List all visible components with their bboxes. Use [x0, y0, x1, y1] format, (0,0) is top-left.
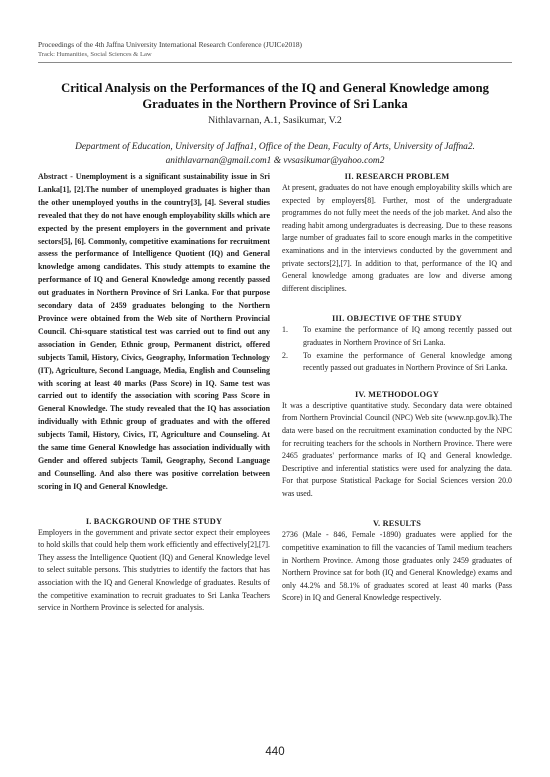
research-problem-text: At present, graduates do not have enough employability skills which are expected by employers[8]. Further, most of the undergraduate programmes do not fully meet the needs of the job market. And also the reading habit among undergraduates is decreasing. Due to these reasons large number of graduates fail to score enough marks in the competitive examinations and in the interviews conducted by the government and private sectors[2],[7]. In addition to that, performance of the IQ and General knowledge among graduates are low and diverse among different disciplines. — [282, 183, 512, 293]
right-column — [282, 171, 512, 605]
title-line-1: Critical Analysis on the Performances of the IQ and General Knowledge among — [61, 81, 489, 95]
objective-list — [282, 324, 512, 374]
section-heading-research-problem: II. RESEARCH PROBLEM — [344, 172, 450, 181]
section-heading-objective: III. OBJECTIVE OF THE STUDY — [331, 314, 463, 324]
running-header — [38, 40, 512, 63]
list-item: 1. To examine the performance of IQ among recently passed out graduates in Northern Province of Sri Lanka. — [282, 325, 512, 347]
affiliation: Department of Education, University of Jaffna1, Office of the Dean, Faculty of Arts, University of Jaffna2. — [75, 142, 475, 152]
paper-title — [40, 80, 510, 112]
background-text: Employers in the government and private sector expect their employees to hold skills that could help them work efficiently and effectively[2],[7]. They assess the Intelligence Quotient (IQ) and General Knowledge level to select suitable persons. This studytries to identify the factors that has association with the IQ and General Knowledge of graduates. Results of the competitive examination to recruit graduates to Sri Lanka Teachers service in Northern Province is selected for analysis. — [38, 527, 270, 613]
author-emails: anithlavarnan@gmail.com1 & vvsasikumar@yahoo.com2 — [165, 156, 385, 166]
methodology-text: It was a descriptive quantitative study. Secondary data were obtained from Northern Provincial Council (NPC) Web site (www.np.gov.lk).The data were based on the recruitment examination conducted by the NPC for recruiting teachers for the schools in Northern Province. There were 2465 graduates' performance marks of IQ and General knowledge. Descriptive and inferential statistics were used for analyzing the data. For that purpose Statistical Package for Social Sciences version 20.0 was used. — [282, 400, 512, 498]
paper-affiliation-block — [40, 140, 510, 168]
proceedings-line: Proceedings of the 4th Jaffna University International Research Conference (JUICe2018) — [38, 40, 302, 49]
list-item: 2. To examine the performance of General knowledge among recently passed out graduates in Northern Province of Sri Lanka. — [282, 350, 512, 373]
abstract: Abstract - Unemployment is a significant sustainability issue in Sri Lanka[1], [2].The number of unemployed graduates is higher than the other unemployed youths in the country[3], [4]. Several studies revealed that they do not have enough employability skills which are expected by the present employers in the government and private sectors[5], [6]. Commonly, competitive examinations for recruitment assess the performance of Intelligence Quotient (IQ) and General knowledge among candidates. This study attempts to examine the performance of IQ and General Knowledge among recently passed out graduates in Northern Province of Sri Lanka. For that purpose secondary data of 2459 graduates belonging to the Northern Province were obtained from the Web site of Northern Provincial Council. Chi-square statistical test was carried out to find out any association in Gender, Ethnic group, Permanent district, offered subjects Tamil, History, Civics, Geography, Information Technology (IT), Agriculture, Second Language, Media, English and Counseling with scoring at least 40 marks (Pass Score) in IQ. Same test was carried out to identify the association with scoring Pass Score in General Knowledge. The study revealed that the IQ has association individually with Ethnic group of graduates and with the offered subjects Tamil, History, Civics, IT, Agriculture and Counseling. At the same time General Knowledge has association individually with Gender and offered subjects Tamil, Geography, Second Language and Counselling. And also there was positive correlation between scoring in IQ and General Knowledge. — [38, 172, 270, 491]
header-rule — [38, 62, 512, 63]
title-line-2: Graduates in the Northern Province of Sri Lanka — [142, 97, 408, 111]
track-line: Track: Humanities, Social Sciences & Law — [38, 51, 152, 58]
results-text: 2736 (Male - 846, Female -1890) graduates were applied for the competitive examination to fill the vacancies of Tamil medium teachers in Northern Province. Among those graduates only 2459 graduates of Northern Province sat for both (IQ and General Knowledge) exams and only 44.2% and 58.1% of graduates scored at least 40 marks (Pass Score) in IQ and General Knowledge respectively. — [282, 530, 512, 603]
paper-authors: Nithlavarnan, A.1, Sasikumar, V.2 — [208, 115, 342, 126]
page-number: 440 — [265, 746, 285, 758]
section-heading-background: I. BACKGROUND OF THE STUDY — [85, 516, 223, 526]
left-column — [38, 171, 270, 615]
section-heading-methodology: IV. METHODOLOGY — [355, 389, 439, 399]
section-heading-results: V. RESULTS — [372, 519, 422, 529]
